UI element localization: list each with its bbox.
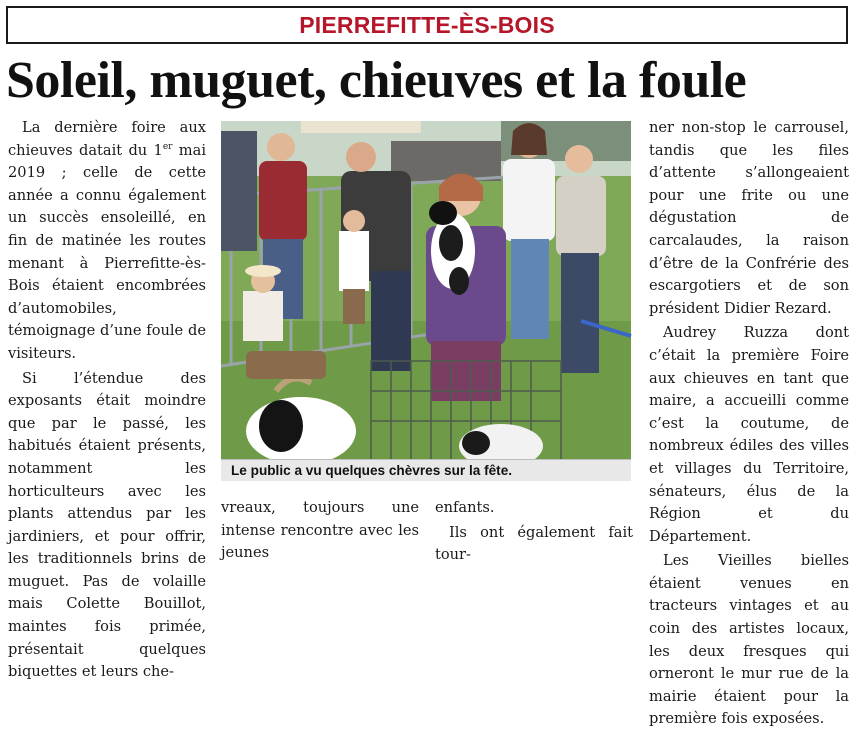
article-column-3 (435, 497, 633, 567)
paragraph: Ils ont également fait tour- (435, 523, 633, 564)
article-column-2 (221, 497, 419, 565)
paragraph: Si l’étendue des exposants était moindre que par le passé, les habitués étaient présents, notamment les horticulteurs avec les plants attendus par les jardiniers, et pour offrir, les traditionnels brins de muguet. Pas de volaille mais Colette Bouillot, maintes fois primée, présentait quelques biquettes et leurs che- (8, 369, 206, 681)
section-banner (6, 6, 848, 44)
paragraph: enfants. (435, 499, 495, 516)
paragraph: Audrey Ruzza dont c’était la première Foire aux chieuves en tant que maire, a accueilli comme c’est la coutume, de nombreux édiles des villes et villages du Territoire, sénateurs, élus de la Région et du Département. (649, 324, 849, 545)
article-photo (221, 121, 631, 481)
photo-crowd-goats-icon (221, 121, 631, 481)
paragraph: vreaux, toujours une intense rencontre avec les jeunes (221, 499, 419, 562)
article-column-4 (649, 117, 849, 731)
paragraph: Les Vieilles bielles étaient venues en tracteurs vintages et au coin des artistes locaux, les deux fresques qui orneront le mur rue de la mairie étaient pour la première fois exposées. (649, 552, 849, 728)
paragraph: La dernière foire aux chieuves datait du 1er mai 2019 ; celle de cette année a connu également un succès ensoleillé, en fin de matinée les routes menant à Pierrefitte-ès-Bois étaient encombrées d’automobiles, témoignage d’une foule de visiteurs. (8, 119, 206, 362)
paragraph: ner non-stop le carrousel, tandis que les files d’attente s’allongeaient pour une frite ou une dégustation de carcalaudes, la raison d’être de la Confrérie des escargotiers et de son président Didier Rezard. (649, 119, 849, 317)
section-title: PIERREFITTE-ÈS-BOIS (299, 11, 555, 38)
article-column-1 (8, 117, 206, 684)
article-headline: Soleil, muguet, chieuves et la foule (6, 52, 747, 109)
photo-caption: Le public a vu quelques chèvres sur la fête. (221, 459, 631, 481)
